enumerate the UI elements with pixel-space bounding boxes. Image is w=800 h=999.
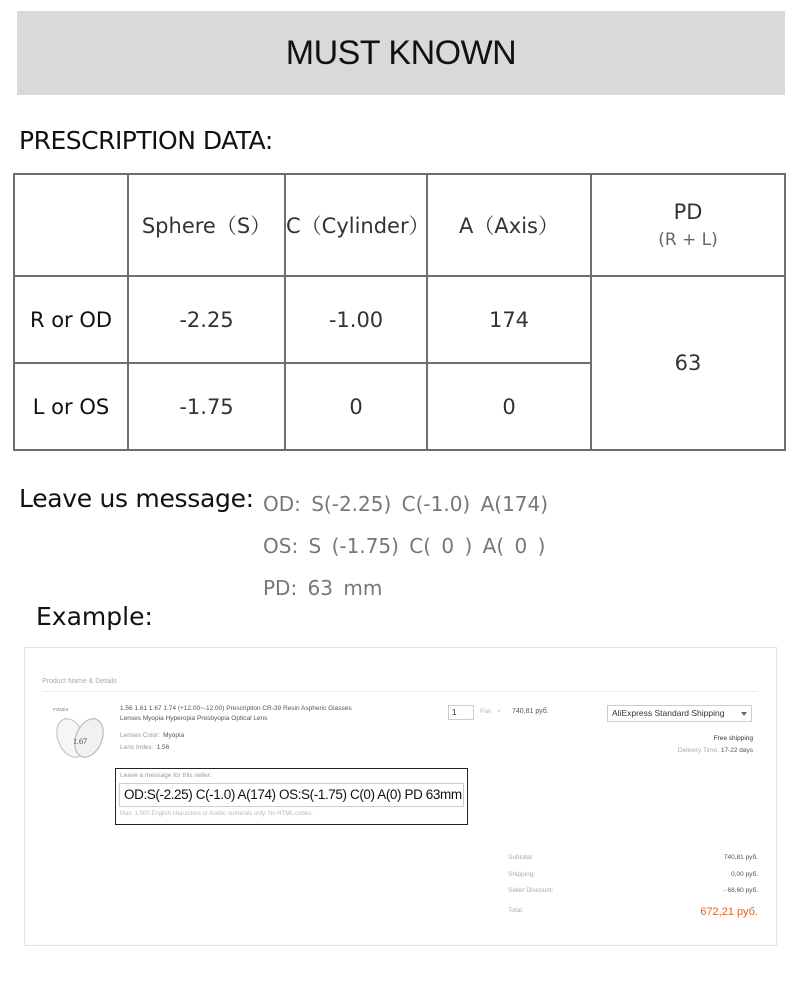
- header-cell-empty: [14, 174, 128, 276]
- lens-thumbnail-icon[interactable]: [51, 703, 109, 765]
- header-axis: A（Axis）: [427, 174, 591, 276]
- unit-text: Pair: [480, 708, 492, 715]
- times-sign: ×: [496, 708, 501, 715]
- message-hint: Max. 1,000 English characters or Arabic numerals only. No HTML codes.: [120, 811, 313, 817]
- pd-label: PD: [673, 200, 703, 224]
- pd-value: 63: [591, 276, 785, 450]
- must-known-banner: [17, 11, 785, 95]
- product-name-link[interactable]: 1.56 1.61 1.67 1.74 (+12.00~-12.00) Prescription CR-39 Resin Aspheric Glasses Lenses Myopia Hyperopia Presbyopia Optical Lens: [120, 705, 352, 722]
- os-sphere: -1.75: [128, 363, 285, 450]
- message-line-pd: PD: 63 mm: [263, 576, 383, 600]
- quantity-input[interactable]: 1: [448, 705, 474, 720]
- discount-value: - 68,60 руб.: [723, 887, 758, 894]
- unit-label: [480, 708, 501, 715]
- chevron-down-icon: [741, 712, 747, 716]
- header-cylinder: C（Cylinder）: [285, 174, 427, 276]
- pd-sublabel: (R + L): [658, 230, 718, 250]
- os-cylinder: 0: [285, 363, 427, 450]
- prescription-table: [13, 173, 786, 451]
- message-label: Leave a message for this seller:: [120, 772, 212, 779]
- free-shipping-text: Free shipping: [713, 735, 753, 742]
- table-row: [14, 276, 785, 363]
- total-label: Total:: [508, 907, 524, 914]
- row-label-os: L or OS: [14, 363, 128, 450]
- prescription-title: PRESCRIPTION DATA:: [19, 126, 273, 155]
- seller-message-textarea[interactable]: OD:S(-2.25) C(-1.0) A(174) OS:S(-1.75) C(0) A(0) PD 63mm: [119, 783, 464, 807]
- product-section-label: Product Name & Details: [42, 678, 117, 685]
- total-value: 672,21 руб.: [700, 906, 758, 918]
- delivery-value: 17-22 days: [720, 747, 753, 754]
- subtotal-value: 740,81 руб.: [723, 854, 758, 861]
- message-line-od: OD: S(-2.25) C(-1.0) A(174): [263, 492, 549, 516]
- banner-title: MUST KNOWN: [285, 33, 517, 72]
- lens-index-label: Lens Index:: [120, 744, 154, 751]
- order-screenshot: [24, 647, 777, 946]
- discount-label: Seller Discount:: [508, 887, 554, 894]
- thumb-text: 1.67: [73, 737, 87, 746]
- shipping-method-value: AliExpress Standard Shipping: [612, 708, 725, 718]
- header-sphere: Sphere（S）: [128, 174, 285, 276]
- delivery-label: Delivery Time:: [677, 747, 720, 754]
- example-title: Example:: [36, 602, 153, 631]
- os-axis: 0: [427, 363, 591, 450]
- od-sphere: -2.25: [128, 276, 285, 363]
- seller-message-box: [115, 768, 468, 825]
- shipping-label: Shipping:: [508, 871, 536, 878]
- lenses-color-label: Lenses Color:: [120, 732, 161, 739]
- header-pd: [591, 174, 785, 276]
- message-line-os: OS: S (-1.75) C( 0 ) A( 0 ): [263, 534, 546, 558]
- divider: [42, 691, 758, 692]
- thumb-brand: FONEX: [53, 707, 69, 712]
- lenses-color-attr: [120, 732, 184, 739]
- lenses-color-value: Myopia: [163, 732, 185, 739]
- unit-price: 740,81 руб.: [512, 708, 549, 715]
- delivery-time: [678, 747, 753, 754]
- shipping-method-select[interactable]: [607, 705, 752, 722]
- row-label-od: R or OD: [14, 276, 128, 363]
- subtotal-label: Subtotal:: [508, 854, 534, 861]
- lens-index-value: 1.56: [156, 744, 170, 751]
- shipping-value: 0,00 руб.: [731, 871, 758, 878]
- table-header-row: [14, 174, 785, 276]
- lens-index-attr: [120, 744, 169, 751]
- od-cylinder: -1.00: [285, 276, 427, 363]
- od-axis: 174: [427, 276, 591, 363]
- leave-message-title: Leave us message:: [19, 484, 254, 513]
